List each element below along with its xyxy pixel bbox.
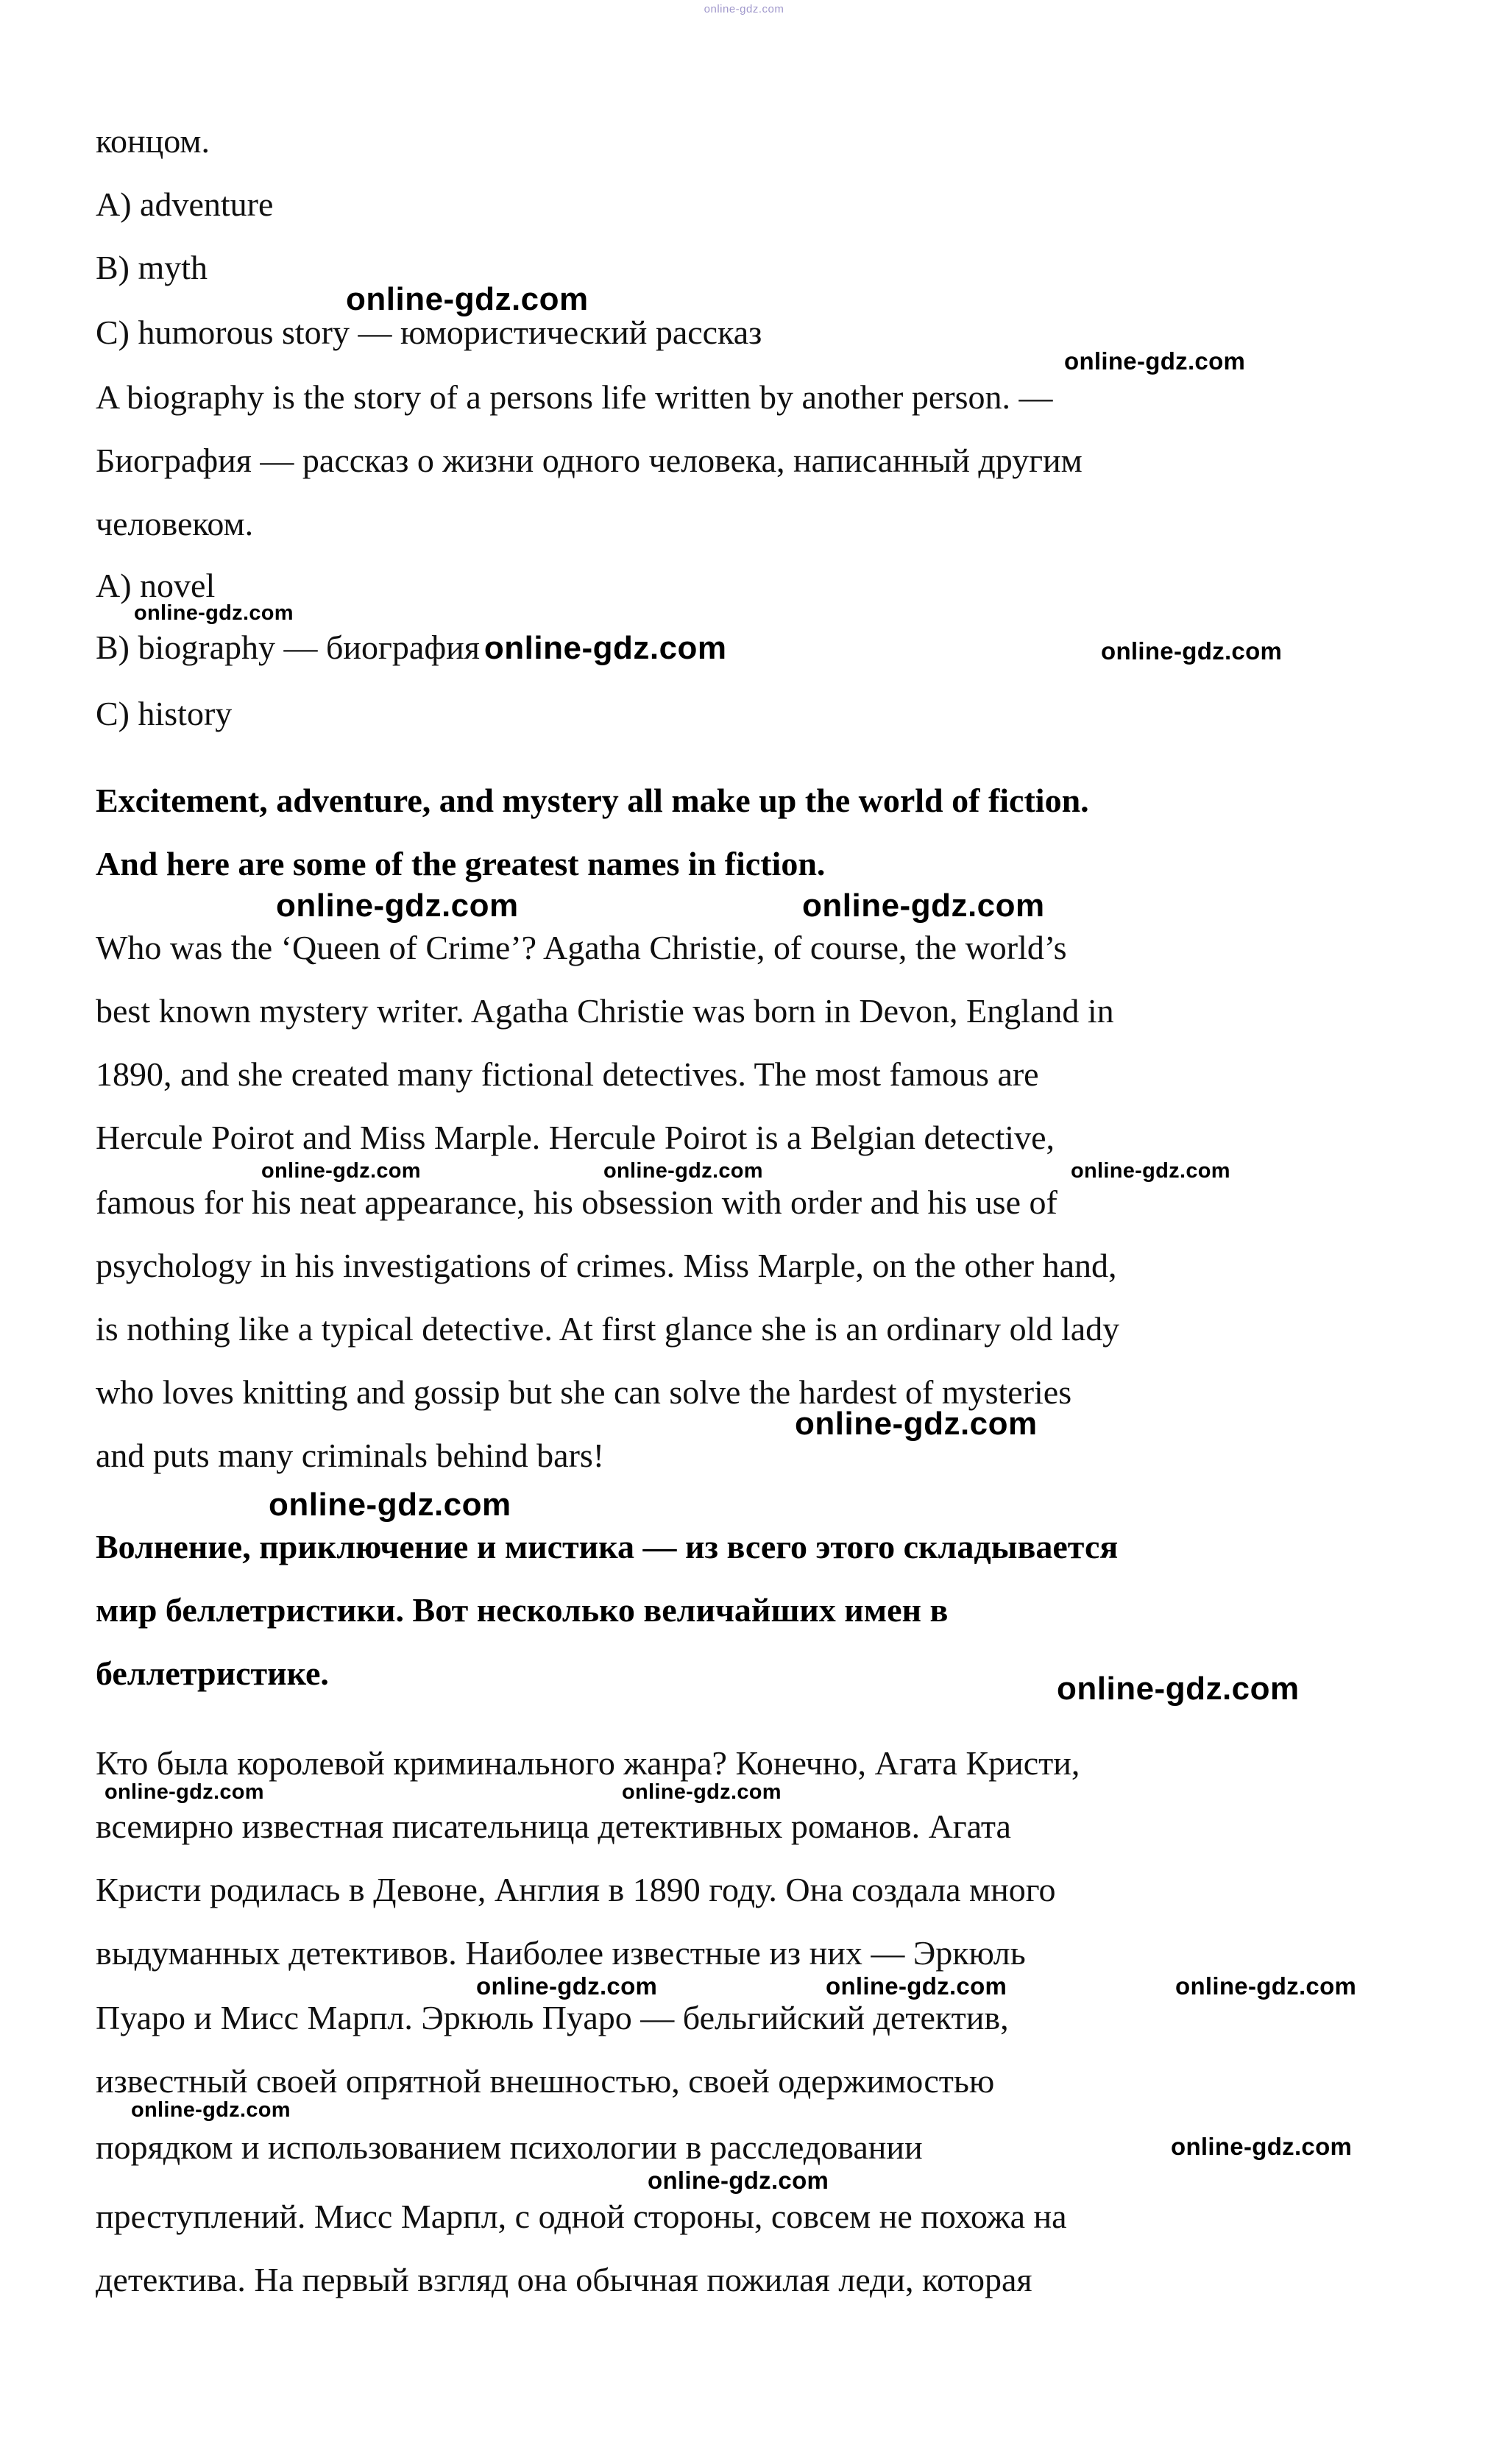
line-text: Кто была королевой криминального жанра? Конечно, Агата Кристи,	[96, 1744, 1080, 1782]
watermark	[648, 2168, 829, 2194]
watermark-text: online-gdz.com	[134, 601, 294, 625]
watermark	[826, 1974, 1007, 2000]
line-text: беллетристике.	[96, 1654, 329, 1692]
text-line	[96, 1936, 1026, 1971]
watermark	[622, 1781, 782, 1803]
text-line	[96, 1809, 1011, 1844]
text-line	[96, 1746, 1080, 1781]
watermark-text: online-gdz.com	[476, 1972, 658, 2000]
line-text: C) history	[96, 695, 233, 732]
text-line	[96, 1872, 1056, 1908]
watermark-text: online-gdz.com	[1064, 347, 1246, 375]
line-text: преступлений. Мисс Марпл, с одной стороны, совсем не похожа на	[96, 2198, 1067, 2235]
text-line	[96, 1593, 948, 1628]
watermark	[104, 1781, 264, 1803]
text-line	[96, 1656, 329, 1691]
watermark	[346, 283, 589, 316]
line-text: Who was the ‘Queen of Crime’? Agatha Christie, of course, the world’s	[96, 929, 1067, 966]
watermark-text: online-gdz.com	[603, 1159, 763, 1183]
text-line	[96, 994, 1114, 1029]
line-text: C) humorous story — юмористический рассказ	[96, 314, 762, 351]
text-line	[96, 124, 210, 159]
text-line	[96, 1057, 1039, 1092]
line-text: концом.	[96, 122, 210, 160]
watermark	[795, 1407, 1038, 1441]
watermark-text: online-gdz.com	[261, 1159, 421, 1183]
top-watermark: online-gdz.com	[704, 3, 784, 15]
line-text: порядком и использованием психологии в расследовании	[96, 2128, 923, 2166]
line-text: выдуманных детективов. Наиболее известные из них — Эркюль	[96, 1934, 1026, 1972]
watermark-text: online-gdz.com	[269, 1487, 511, 1523]
watermark-text: online-gdz.com	[802, 888, 1045, 924]
watermark	[1101, 639, 1282, 665]
watermark-text: online-gdz.com	[104, 1780, 264, 1804]
watermark-text: online-gdz.com	[346, 281, 589, 317]
watermark	[603, 1160, 763, 1182]
line-text: is nothing like a typical detective. At first glance she is an ordinary old lady	[96, 1310, 1120, 1348]
watermark	[802, 889, 1045, 923]
line-text: Биография — рассказ о жизни одного человека, написанный другим	[96, 442, 1083, 479]
text-line	[96, 2000, 1009, 2036]
watermark	[134, 602, 294, 624]
watermark	[1071, 1160, 1230, 1182]
line-text: A biography is the story of a persons life written by another person. —	[96, 378, 1053, 416]
line-text: Hercule Poirot and Miss Marple. Hercule Poirot is a Belgian detective,	[96, 1119, 1055, 1156]
line-text: best known mystery writer. Agatha Christie was born in Devon, England in	[96, 992, 1114, 1030]
text-line	[96, 315, 762, 350]
watermark	[1064, 349, 1245, 375]
line-text: 1890, and she created many fictional detectives. The most famous are	[96, 1055, 1039, 1093]
line-text: famous for his neat appearance, his obsession with order and his use of	[96, 1183, 1057, 1221]
watermark-text: online-gdz.com	[1101, 637, 1283, 665]
text-line	[96, 443, 1083, 478]
text-line	[96, 187, 273, 222]
text-line	[96, 380, 1053, 415]
line-text: who loves knitting and gossip but she can solve the hardest of mysteries	[96, 1373, 1072, 1411]
line-text: Пуаро и Мисс Марпл. Эркюль Пуаро — бельгийский детектив,	[96, 1999, 1009, 2036]
watermark-text: online-gdz.com	[795, 1406, 1038, 1442]
line-text: A) novel	[96, 567, 216, 604]
watermark	[276, 889, 519, 923]
text-line	[96, 2064, 994, 2099]
line-text: psychology in his investigations of crimes. Miss Marple, on the other hand,	[96, 1247, 1117, 1284]
line-text: A) adventure	[96, 185, 274, 223]
text-line	[96, 630, 727, 665]
line-text: B) biography — биография	[96, 629, 480, 666]
text-line	[96, 2130, 923, 2165]
watermark-text: online-gdz.com	[1057, 1671, 1300, 1707]
text-line	[96, 1311, 1119, 1347]
watermark-text: online-gdz.com	[131, 2098, 291, 2122]
watermark	[131, 2099, 291, 2121]
text-line	[96, 783, 1089, 818]
line-text: and puts many criminals behind bars!	[96, 1437, 605, 1474]
line-text: And here are some of the greatest names in fiction.	[96, 845, 826, 882]
watermark	[476, 1974, 657, 2000]
watermark-text: online-gdz.com	[622, 1780, 782, 1804]
watermark	[261, 1160, 421, 1182]
text-line	[96, 1438, 604, 1473]
line-text: Кристи родилась в Девоне, Англия в 1890 году. Она создала много	[96, 1871, 1056, 1908]
watermark-text: online-gdz.com	[648, 2167, 829, 2194]
watermark	[1057, 1672, 1300, 1706]
text-line	[96, 1529, 1118, 1565]
text-line	[96, 696, 232, 732]
text-line	[96, 568, 215, 603]
line-text: человеком.	[96, 505, 254, 542]
text-line	[96, 2262, 1032, 2298]
text-line	[96, 2199, 1067, 2234]
watermark-text: online-gdz.com	[1175, 1972, 1357, 2000]
watermark-text: online-gdz.com	[1071, 1159, 1230, 1183]
text-line	[96, 1185, 1057, 1220]
text-line	[96, 250, 208, 286]
text-line	[96, 1248, 1116, 1284]
text-line	[96, 1120, 1055, 1155]
line-text: мир беллетристики. Вот несколько величайших имен в	[96, 1591, 949, 1629]
watermark-text: online-gdz.com	[826, 1972, 1007, 2000]
watermark	[269, 1488, 511, 1522]
line-text: всемирно известная писательница детективных романов. Агата	[96, 1808, 1011, 1845]
watermark-text: online-gdz.com	[483, 630, 727, 666]
watermark	[1171, 2134, 1352, 2160]
watermark-text: online-gdz.com	[1171, 2133, 1353, 2160]
text-line	[96, 846, 825, 882]
line-text: B) myth	[96, 249, 208, 286]
text-line	[96, 506, 253, 542]
line-text: известный своей опрятной внешностью, своей одержимостью	[96, 2062, 995, 2100]
watermark	[1175, 1974, 1356, 2000]
text-line	[96, 930, 1067, 966]
watermark-text: online-gdz.com	[276, 888, 519, 924]
line-text: Excitement, adventure, and mystery all make up the world of fiction.	[96, 782, 1089, 819]
line-text: Волнение, приключение и мистика — из всего этого складывается	[96, 1528, 1119, 1565]
line-text: детектива. На первый взгляд она обычная пожилая леди, которая	[96, 2261, 1032, 2298]
